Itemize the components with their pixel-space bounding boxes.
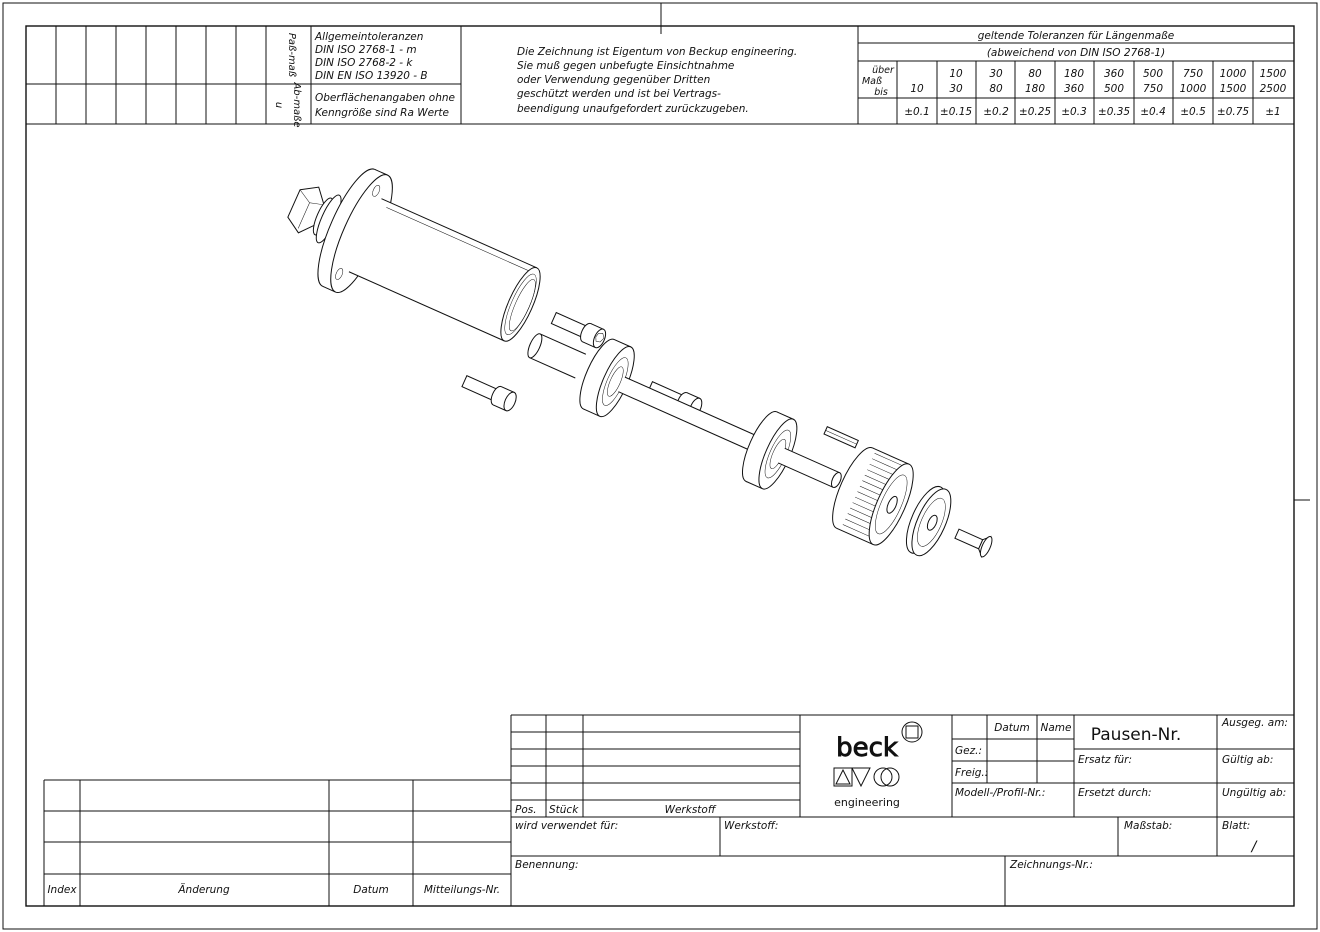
range-to: 500 xyxy=(1103,83,1125,95)
flanged-bearing-housing xyxy=(306,162,557,368)
ownership-note xyxy=(517,46,797,115)
approval-date-header: Datum xyxy=(994,722,1030,734)
beck-engineering-logo xyxy=(834,722,922,809)
general-tolerance-line: Allgemeintoleranzen xyxy=(315,31,424,43)
parts-material-header: Werkstoff xyxy=(664,804,716,816)
revision-date-header: Datum xyxy=(353,884,389,896)
replaced-by-label: Ersetzt durch: xyxy=(1078,787,1152,799)
tolerance-info-block xyxy=(26,26,461,128)
range-over: 500 xyxy=(1142,68,1164,80)
range-over: 180 xyxy=(1063,68,1085,80)
logo-brand-text: beck xyxy=(836,733,898,763)
sheet-label: Blatt: xyxy=(1222,820,1251,832)
range-to: 750 xyxy=(1142,83,1164,95)
general-tolerance-line: DIN EN ISO 13920 - B xyxy=(315,70,428,82)
tolerance-table-title: geltende Toleranzen für Längenmaße xyxy=(977,30,1175,42)
ball-bearing xyxy=(572,335,641,422)
replacement-for-label: Ersatz für: xyxy=(1078,754,1133,766)
drawn-by-label: Gez.: xyxy=(955,745,982,757)
used-for-label: wird verwendet für: xyxy=(515,820,619,832)
range-tolerance: ±1 xyxy=(1265,106,1281,118)
surface-note-line: Kenngröße sind Ra Werte xyxy=(315,107,449,119)
range-to: 360 xyxy=(1063,83,1085,95)
range-over: 360 xyxy=(1103,68,1125,80)
valid-from-label: Gültig ab: xyxy=(1222,754,1274,766)
invalid-from-label: Ungültig ab: xyxy=(1222,787,1287,799)
row-label-size: Maß xyxy=(861,76,883,87)
passmass-label: Paß-maß xyxy=(286,32,297,78)
range-tolerance: ±0.2 xyxy=(983,106,1009,118)
abmasse-label: Ab-maße xyxy=(291,82,302,128)
range-to: 1000 xyxy=(1179,83,1207,95)
range-to: 180 xyxy=(1024,83,1046,95)
general-tolerance-line: DIN ISO 2768-1 - m xyxy=(315,44,417,56)
row-label-over: über xyxy=(872,65,894,76)
range-tolerance: ±0.4 xyxy=(1140,106,1166,118)
range-over: 1500 xyxy=(1259,68,1287,80)
released-by-label: Freig.: xyxy=(955,767,989,779)
title-block xyxy=(511,715,1294,906)
range-tolerance: ±0.35 xyxy=(1097,106,1131,118)
scale-label: Maßstab: xyxy=(1124,820,1173,832)
drive-shaft xyxy=(618,377,762,453)
model-number-label: Modell-/Profil-Nr.: xyxy=(955,787,1046,799)
length-tolerance-table xyxy=(858,26,1294,124)
sheet-value: / xyxy=(1251,839,1257,855)
socket-head-screw xyxy=(460,372,518,413)
revision-table xyxy=(44,780,511,906)
ownership-note-line: oder Verwendung gegenüber Dritten xyxy=(517,74,711,86)
range-to: 80 xyxy=(989,83,1003,95)
range-over: 30 xyxy=(989,68,1003,80)
revision-notice-header: Mitteilungs-Nr. xyxy=(423,884,501,896)
logo-tagline-text: engineering xyxy=(834,796,900,809)
range-tolerance: ±0.75 xyxy=(1216,106,1250,118)
issued-on-label: Ausgeg. am: xyxy=(1222,717,1288,729)
range-to: 2500 xyxy=(1259,83,1287,95)
logo-emblem-icon xyxy=(834,768,899,786)
range-over: 10 xyxy=(949,68,963,80)
range-tolerance: ±0.15 xyxy=(939,106,973,118)
tolerance-table-subtitle: (abweichend von DIN ISO 2768-1) xyxy=(986,47,1166,59)
abmasse-value: u xyxy=(273,101,284,109)
revision-index-header: Index xyxy=(47,884,77,896)
countersunk-screw xyxy=(952,524,994,559)
range-tolerance: ±0.3 xyxy=(1061,106,1087,118)
ball-bearing xyxy=(735,407,804,494)
drawing-number-label: Zeichnungs-Nr.: xyxy=(1010,859,1093,871)
material-label: Werkstoff: xyxy=(724,820,779,832)
exploded-assembly-view xyxy=(252,145,1029,613)
range-to: 30 xyxy=(949,83,963,95)
shaft-stub xyxy=(778,448,843,489)
range-tolerance: ±0.25 xyxy=(1018,106,1052,118)
ownership-note-line: Die Zeichnung ist Eigentum von Beckup engineering. xyxy=(517,46,798,58)
range-tolerance: ±0.1 xyxy=(904,106,930,118)
range-to: 10 xyxy=(910,83,924,95)
designation-label: Benennung: xyxy=(515,859,579,871)
ownership-note-line: geschützt werden und ist bei Vertrags- xyxy=(517,88,721,100)
feather-key xyxy=(824,427,858,448)
row-label-to: bis xyxy=(874,87,888,98)
approval-name-header: Name xyxy=(1040,722,1072,734)
shaft-spacer xyxy=(525,332,586,378)
range-tolerance: ±0.5 xyxy=(1180,106,1206,118)
range-over: 1000 xyxy=(1219,68,1247,80)
range-to: 1500 xyxy=(1219,83,1247,95)
revision-change-header: Änderung xyxy=(178,884,230,896)
parts-pos-header: Pos. xyxy=(515,804,537,816)
ownership-note-line: Sie muß gegen unbefugte Einsichtnahme xyxy=(517,60,735,72)
surface-note-line: Oberflächenangaben ohne xyxy=(315,92,455,104)
parts-qty-header: Stück xyxy=(549,804,579,816)
range-over: 80 xyxy=(1028,68,1042,80)
pausen-number-label: Pausen-Nr. xyxy=(1090,725,1182,745)
general-tolerance-line: DIN ISO 2768-2 - k xyxy=(315,57,413,69)
range-over: 750 xyxy=(1182,68,1204,80)
ownership-note-line: beendigung unaufgefordert zurückzugeben. xyxy=(517,103,749,115)
